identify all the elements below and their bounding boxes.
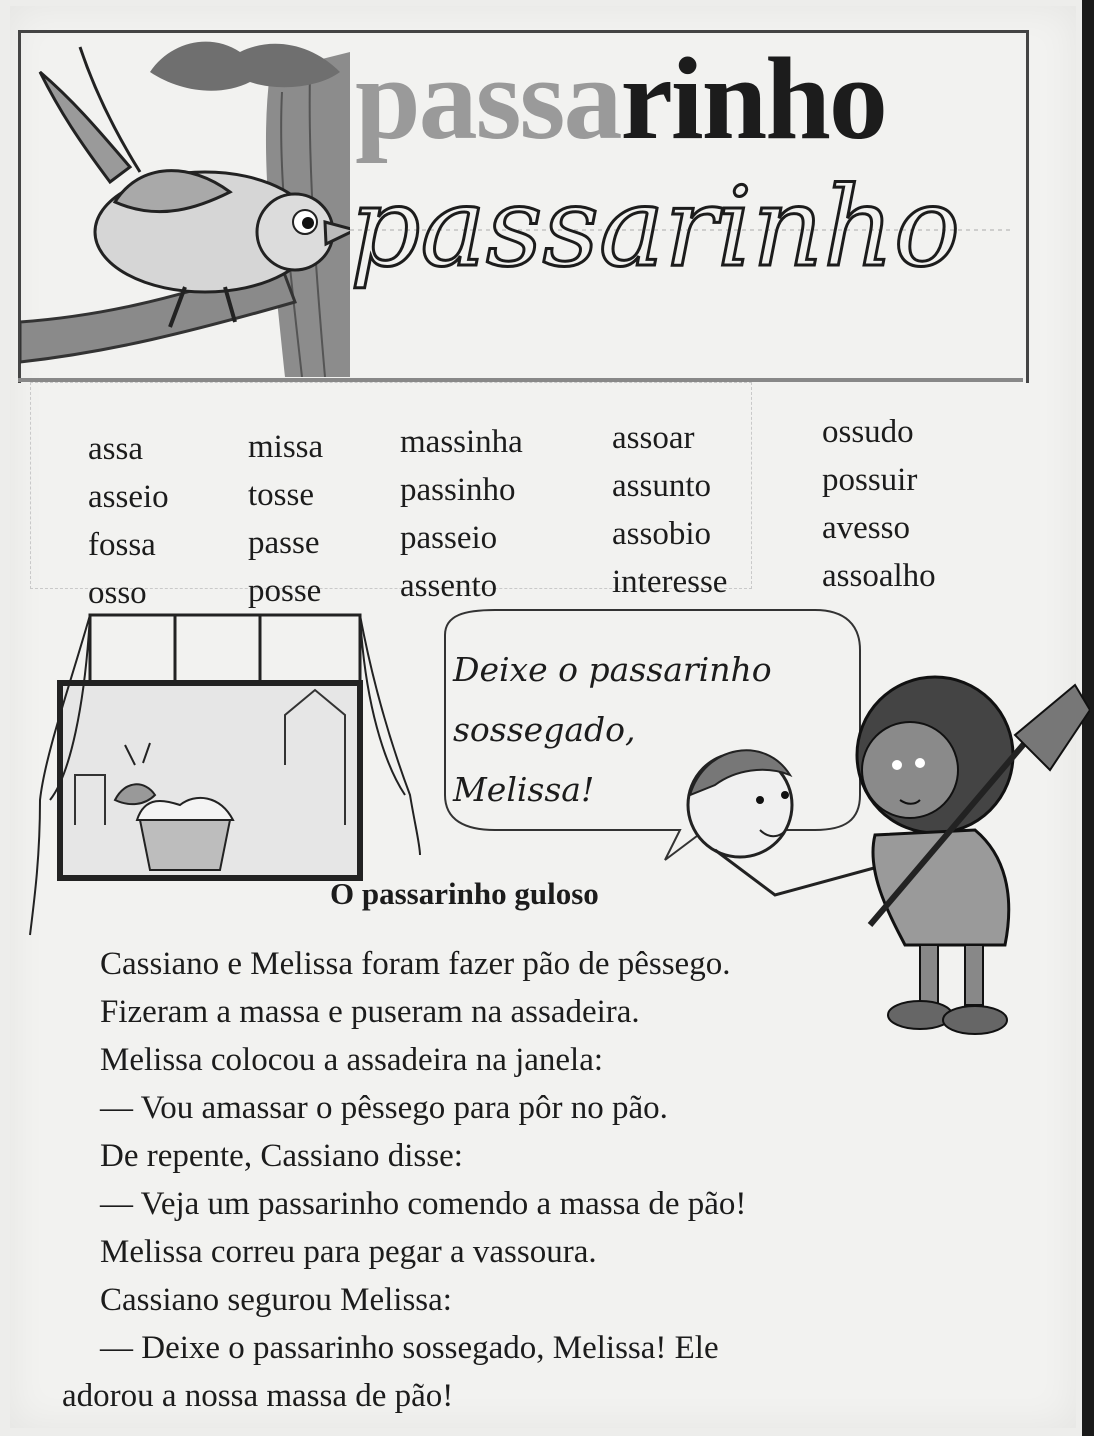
story-line: Fizeram a massa e puseram na assadeira. — [100, 994, 640, 1030]
svg-text:passarinho: passarinho — [350, 170, 961, 291]
word: missa — [248, 429, 324, 465]
bubble-line: Melissa! — [453, 770, 595, 809]
word-column-2 — [248, 423, 323, 615]
story-line: Melissa colocou a assadeira na janela: — [100, 1042, 604, 1078]
story-line: adorou a nossa massa de pão! — [62, 1378, 454, 1414]
word: assobio — [612, 516, 711, 552]
word: assa — [88, 431, 143, 467]
story-line: — Veja um passarinho comendo a massa de pão! — [100, 1186, 747, 1222]
word-column-4 — [612, 414, 727, 606]
word: passeio — [400, 520, 498, 556]
word: possuir — [822, 462, 918, 498]
word: tosse — [248, 477, 314, 513]
word: ossudo — [822, 414, 914, 450]
title-print: passarinho — [355, 33, 886, 164]
bubble-line: Deixe o passarinho — [453, 650, 772, 689]
story-line: — Vou amassar o pêssego para pôr no pão. — [100, 1090, 668, 1126]
word: passinho — [400, 472, 516, 508]
word: fossa — [88, 527, 156, 563]
story-line: Cassiano segurou Melissa: — [100, 1282, 452, 1318]
story-line: De repente, Cassiano disse: — [100, 1138, 463, 1174]
word: asseio — [88, 479, 169, 515]
story-line: — Deixe o passarinho sossegado, Melissa! Ele — [100, 1330, 719, 1366]
title-cursive — [340, 170, 1020, 340]
speech-bubble-text — [453, 640, 823, 820]
word: avesso — [822, 510, 910, 546]
story-title: O passarinho guloso — [330, 876, 599, 911]
story-line: Melissa correu para pegar a vassoura. — [100, 1234, 597, 1270]
word-column-5 — [822, 408, 936, 600]
word: assunto — [612, 468, 711, 504]
story-text — [62, 940, 747, 1420]
word: posse — [248, 573, 322, 609]
word: assento — [400, 568, 498, 604]
word: massinha — [400, 424, 523, 460]
word: interesse — [612, 564, 728, 600]
word: passe — [248, 525, 320, 561]
word-column-3 — [400, 418, 523, 610]
bird-illustration — [20, 32, 350, 377]
word-column-1 — [88, 425, 169, 617]
story-line: Cassiano e Melissa foram fazer pão de pêssego. — [100, 946, 731, 982]
word: assoar — [612, 420, 695, 456]
word: assoalho — [822, 558, 936, 594]
word: osso — [88, 575, 147, 611]
bubble-line: sossegado, — [453, 710, 636, 749]
